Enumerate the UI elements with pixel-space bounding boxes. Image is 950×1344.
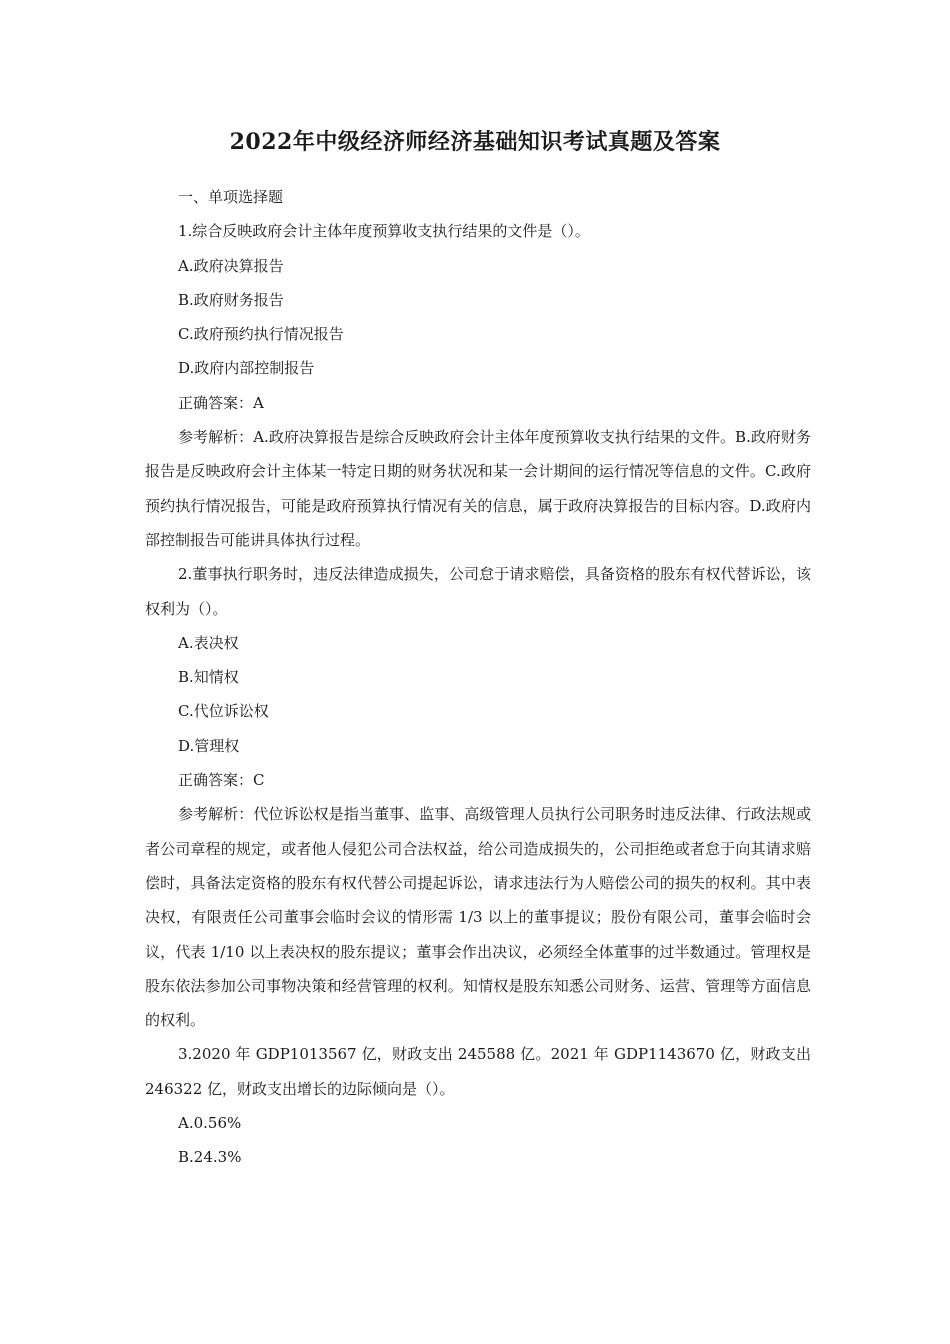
- question-stem: 3.2020 年 GDP1013567 亿，财政支出 245588 亿。2021 年 GDP1143670 亿，财政支出 246322 亿，财政支出增长的边际倾向是（）。: [145, 1045, 811, 1098]
- answer-option: A.表决权: [178, 633, 239, 652]
- correct-answer: 正确答案：C: [178, 771, 265, 790]
- question-stem: 1.综合反映政府会计主体年度预算收支执行结果的文件是（）。: [178, 222, 590, 241]
- question-stem: 2.董事执行职务时，违反法律造成损失，公司怠于请求赔偿，具备资格的股东有权代替诉讼，该权利为（）。: [145, 565, 811, 618]
- answer-option: B.知情权: [178, 668, 239, 687]
- answer-option: D.政府内部控制报告: [178, 359, 315, 378]
- answer-option: D.管理权: [178, 736, 240, 755]
- answer-option: C.政府预约执行情况报告: [178, 325, 344, 344]
- answer-explanation: 参考解析：代位诉讼权是指当董事、监事、高级管理人员执行公司职务时违反法律、行政法规或者公司章程的规定，或者他人侵犯公司合法权益，给公司造成损失的，公司拒绝或者怠于向其请求赔偿时，具备法定资格的股东有权代替公司提起诉讼，请求违法行为人赔偿公司的损失的权利。其中表决权，有限责任公司董事会临时会议的情形需 1/3 以上的董事提议；股份有限公司，董事会临时会议，代表 1/10 以上表决权的股东提议；董事会作出决议，必须经全体董事的过半数通过。管理权是股东依法参加公司事物决策和经营管理的权利。知情权是股东知悉公司财务、运营、管理等方面信息的权利。: [145, 805, 811, 1030]
- answer-option: B.政府财务报告: [178, 290, 284, 309]
- page-title: 2022年中级经济师经济基础知识考试真题及答案: [229, 129, 721, 155]
- answer-option: A.0.56%: [178, 1114, 242, 1133]
- answer-explanation: 参考解析：A.政府决算报告是综合反映政府会计主体年度预算收支执行结果的文件。B.政府财务报告是反映政府会计主体某一特定日期的财务状况和某一会计期间的运行情况等信息的文件。C.政府预约执行情况报告，可能是政府预算执行情况有关的信息，属于政府决算报告的目标内容。D.政府内部控制报告可能讲具体执行过程。: [145, 428, 811, 549]
- answer-option: B.24.3%: [178, 1148, 242, 1167]
- answer-option: A.政府决算报告: [178, 256, 284, 275]
- document-body: [145, 180, 811, 1175]
- section-heading: 一、单项选择题: [178, 188, 284, 206]
- correct-answer: 正确答案：A: [178, 393, 264, 412]
- answer-option: C.代位诉讼权: [178, 702, 269, 721]
